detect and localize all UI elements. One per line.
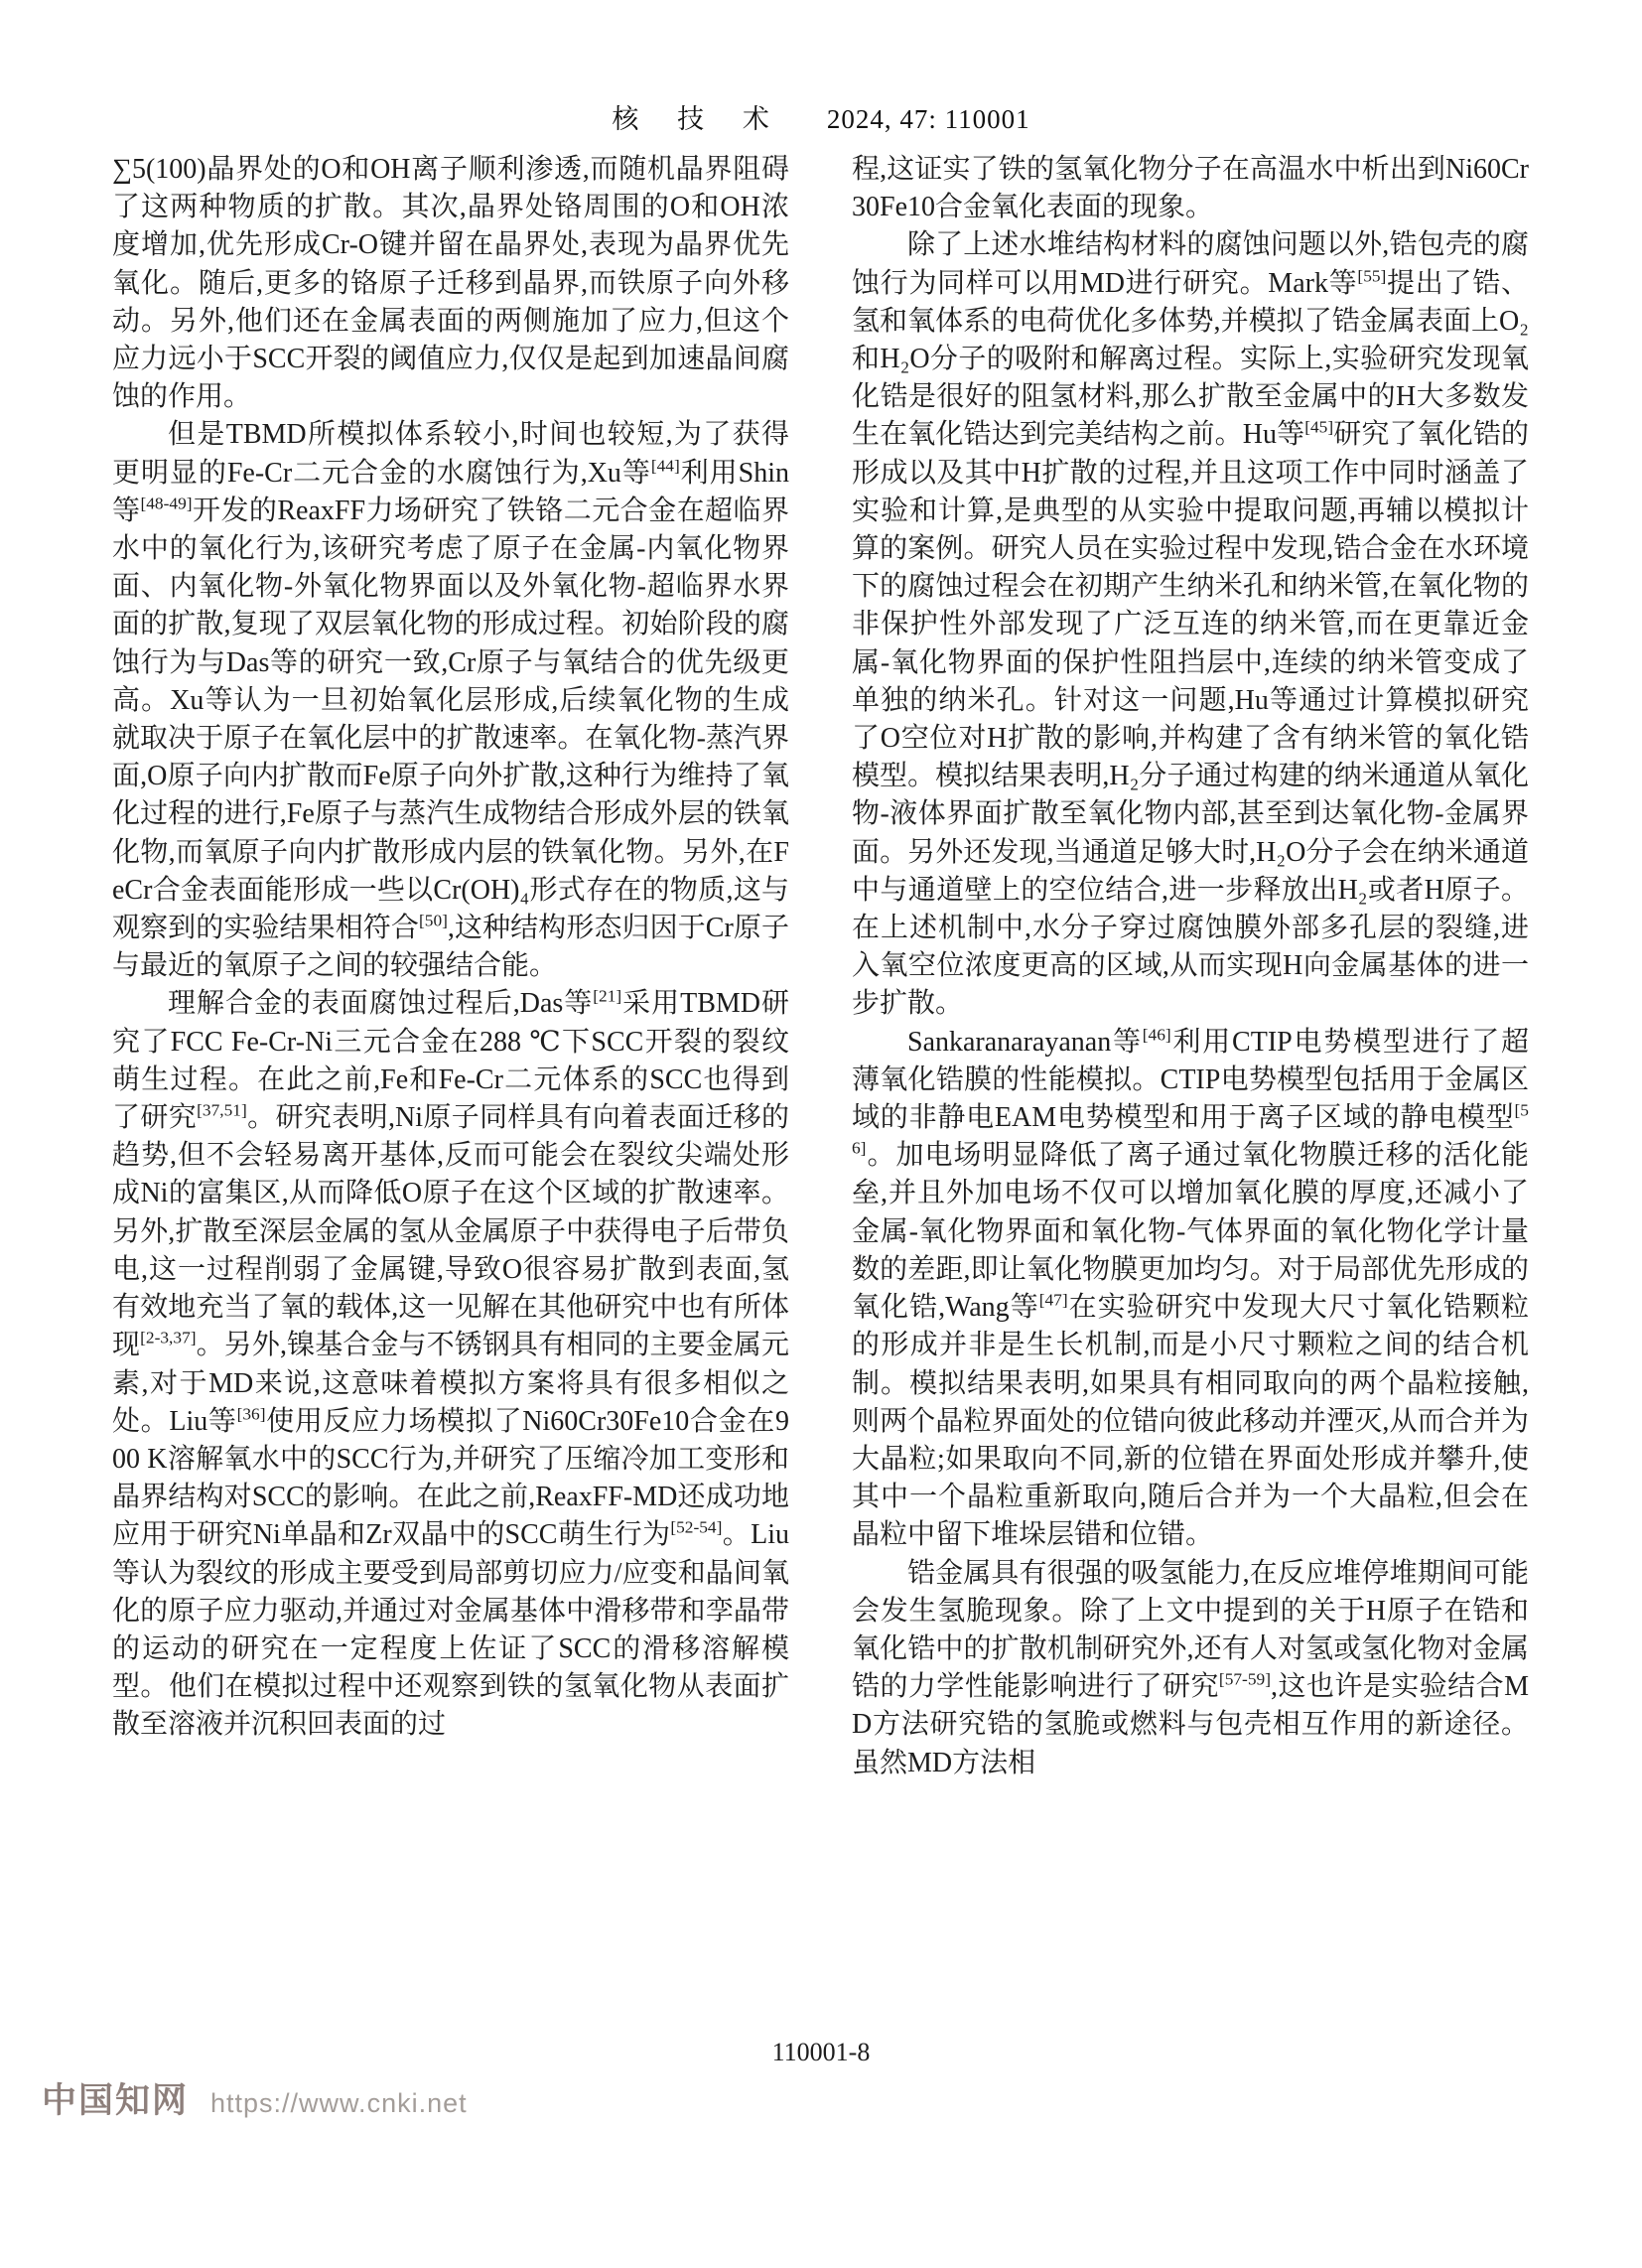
right-column <box>852 151 1529 1782</box>
reference-marker: [47] <box>1038 1290 1068 1310</box>
paragraph: 理解合金的表面腐蚀过程后,Das等[21]采用TBMD研究了FCC Fe-Cr-Ni三元合金在288 ℃下SCC开裂的裂纹萌生过程。在此之前,Fe和Fe-Cr二元体系的SCC也得到了研究[37,51]。研究表明,Ni原子同样具有向着表面迁移的趋势,但不会轻易离开基体,反而可能会在裂纹尖端处形成Ni的富集区,从而降低O原子在这个区域的扩散速率。另外,扩散至深层金属的氢从金属原子中获得电子后带负电,这一过程削弱了金属键,导致O很容易扩散到表面,氢有效地充当了氧的载体,这一见解在其他研究中也有所体现[2-3,37]。另外,镍基合金与不锈钢具有相同的主要金属元素,对于MD来说,这意味着模拟方案将具有很多相似之处。Liu等[36]使用反应力场模拟了Ni60Cr30Fe10合金在900 K溶解氧水中的SCC行为,并研究了压缩冷加工变形和晶界结构对SCC的影响。在此之前,ReaxFF-MD还成功地应用于研究Ni单晶和Zr双晶中的SCC萌生行为[52-54]。Liu等认为裂纹的形成主要受到局部剪切应力/应变和晶间氧化的原子应力驱动,并通过对金属基体中滑移带和孪晶带的运动的研究在一定程度上佐证了SCC的滑移溶解模型。他们在模拟过程中还观察到铁的氢氧化物从表面扩散至溶液并沉积回表面的过 <box>112 987 790 1741</box>
paragraph: 锆金属具有很强的吸氢能力,在反应堆停堆期间可能会发生氢脆现象。除了上文中提到的关于H原子在锆和氧化锆中的扩散机制研究外,还有人对氢或氢化物对金属锆的力学性能影响进行了研究[57-59],这也许是实验结合MD方法研究锆的氢脆或燃料与包壳相互作用的新途径。虽然MD方法相 <box>852 1557 1529 1778</box>
paragraph: 程,这证实了铁的氢氧化物分子在高温水中析出到Ni60Cr30Fe10合金氧化表面的现象。 <box>852 154 1529 223</box>
reference-marker: [2-3,37] <box>140 1328 197 1347</box>
paragraph: 除了上述水堆结构材料的腐蚀问题以外,锆包壳的腐蚀行为同样可以用MD进行研究。Mark等[55]提出了锆、氢和氧体系的电荷优化多体势,并模拟了锆金属表面上O₂和H₂O分子的吸附和解离过程。实际上,实验研究发现氧化锆是很好的阻氢材料,那么扩散至金属中的H大多数发生在氧化锆达到完美结构之前。Hu等[45]研究了氧化锆的形成以及其中H扩散的过程,并且这项工作中同时涵盖了实验和计算,是典型的从实验中提取问题,再辅以模拟计算的案例。研究人员在实验过程中发现,锆合金在水环境下的腐蚀过程会在初期产生纳米孔和纳米管,在氧化物的非保护性外部发现了广泛互连的纳米管,而在更靠近金属-氧化物界面的保护性阻挡层中,连续的纳米管变成了单独的纳米孔。针对这一问题,Hu等通过计算模拟研究了O空位对H扩散的影响,并构建了含有纳米管的氧化锆模型。模拟结果表明,H₂分子通过构建的纳米通道从氧化物-液体界面扩散至氧化物内部,甚至到达氧化物-金属界面。另外还发现,当通道足够大时,H₂O分子会在纳米通道中与通道壁上的空位结合,进一步释放出H₂或者H原子。在上述机制中,水分子穿过腐蚀膜外部多孔层的裂缝,进入氧空位浓度更高的区域,从而实现H向金属基体的进一步扩散。 <box>852 229 1529 1020</box>
left-column <box>112 151 789 1782</box>
reference-marker: [57-59] <box>1218 1669 1271 1689</box>
reference-marker: [52-54] <box>670 1517 723 1537</box>
cnki-url-link[interactable]: https://www.cnki.net <box>210 2088 468 2118</box>
cnki-watermark <box>42 2073 468 2123</box>
reference-marker: [46] <box>1142 1025 1171 1045</box>
journal-title: 核 技 术 <box>612 104 785 134</box>
reference-marker: [36] <box>236 1404 266 1424</box>
reference-marker: [48-49] <box>140 494 193 513</box>
reference-marker: [44] <box>650 456 680 476</box>
page-number: 110001-8 <box>771 2038 871 2066</box>
paragraph: 但是TBMD所模拟体系较小,时间也较短,为了获得更明显的Fe-Cr二元合金的水腐蚀行为,Xu等[44]利用Shin等[48-49]开发的ReaxFF力场研究了铁铬二元合金在超临界水中的氧化行为,该研究考虑了原子在金属-内氧化物界面、内氧化物-外氧化物界面以及外氧化物-超临界水界面的扩散,复现了双层氧化物的形成过程。初始阶段的腐蚀行为与Das等的研究一致,Cr原子与氧结合的优先级更高。Xu等认为一旦初始氧化层形成,后续氧化物的生成就取决于原子在氧化层中的扩散速率。在氧化物-蒸汽界面,O原子向内扩散而Fe原子向外扩散,这种行为维持了氧化过程的进行,Fe原子与蒸汽生成物结合形成外层的铁氧化物,而氧原子向内扩散形成内层的铁氧化物。另外,在FeCr合金表面能形成一些以Cr(OH)₄形式存在的物质,这与观察到的实验结果相符合[50],这种结构形态归因于Cr原子与最近的氧原子之间的较强结合能。 <box>112 419 789 982</box>
issue-info: 2024, 47: 110001 <box>826 104 1030 134</box>
journal-header <box>0 97 1642 136</box>
reference-marker: [21] <box>593 987 622 1007</box>
paragraph: Sankaranarayanan等[46]利用CTIP电势模型进行了超薄氧化锆膜的性能模拟。CTIP电势模型包括用于金属区域的非静电EAM电势模型和用于离子区域的静电模型[56]。加电场明显降低了离子通过氧化物膜迁移的活化能垒,并且外加电场不仅可以增加氧化膜的厚度,还减小了金属-氧化物界面和氧化物-气体界面的氧化物化学计量数的差距,即让氧化物膜更加均匀。对于局部优先形成的氧化锆,Wang等[47]在实验研究中发现大尺寸氧化锆颗粒的形成并非是生长机制,而是小尺寸颗粒之间的结合机制。模拟结果表明,如果具有相同取向的两个晶粒接触,则两个晶粒界面处的位错向彼此移动并湮灭,从而合并为大晶粒;如果取向不同,新的位错在界面处形成并攀升,使其中一个晶粒重新取向,随后合并为一个大晶粒,但会在晶粒中留下堆垛层错和位错。 <box>852 1025 1529 1551</box>
cnki-logo: 中国知网 <box>42 2081 190 2120</box>
reference-marker: [37,51] <box>197 1100 247 1120</box>
reference-marker: [45] <box>1304 418 1334 438</box>
reference-marker: [56] <box>852 1100 1529 1158</box>
paragraph: ∑5(100)晶界处的O和OH离子顺利渗透,而随机晶界阻碍了这两种物质的扩散。其次,晶界处铬周围的O和OH浓度增加,优先形成Cr-O键并留在晶界处,表现为晶界优先氧化。随后,更多的铬原子迁移到晶界,而铁原子向外移动。另外,他们还在金属表面的两侧施加了应力,但这个应力远小于SCC开裂的阈值应力,仅仅是起到加速晶间腐蚀的作用。 <box>112 154 789 413</box>
reference-marker: [55] <box>1357 266 1387 286</box>
article-body <box>112 151 1530 1782</box>
reference-marker: [50] <box>418 911 448 930</box>
